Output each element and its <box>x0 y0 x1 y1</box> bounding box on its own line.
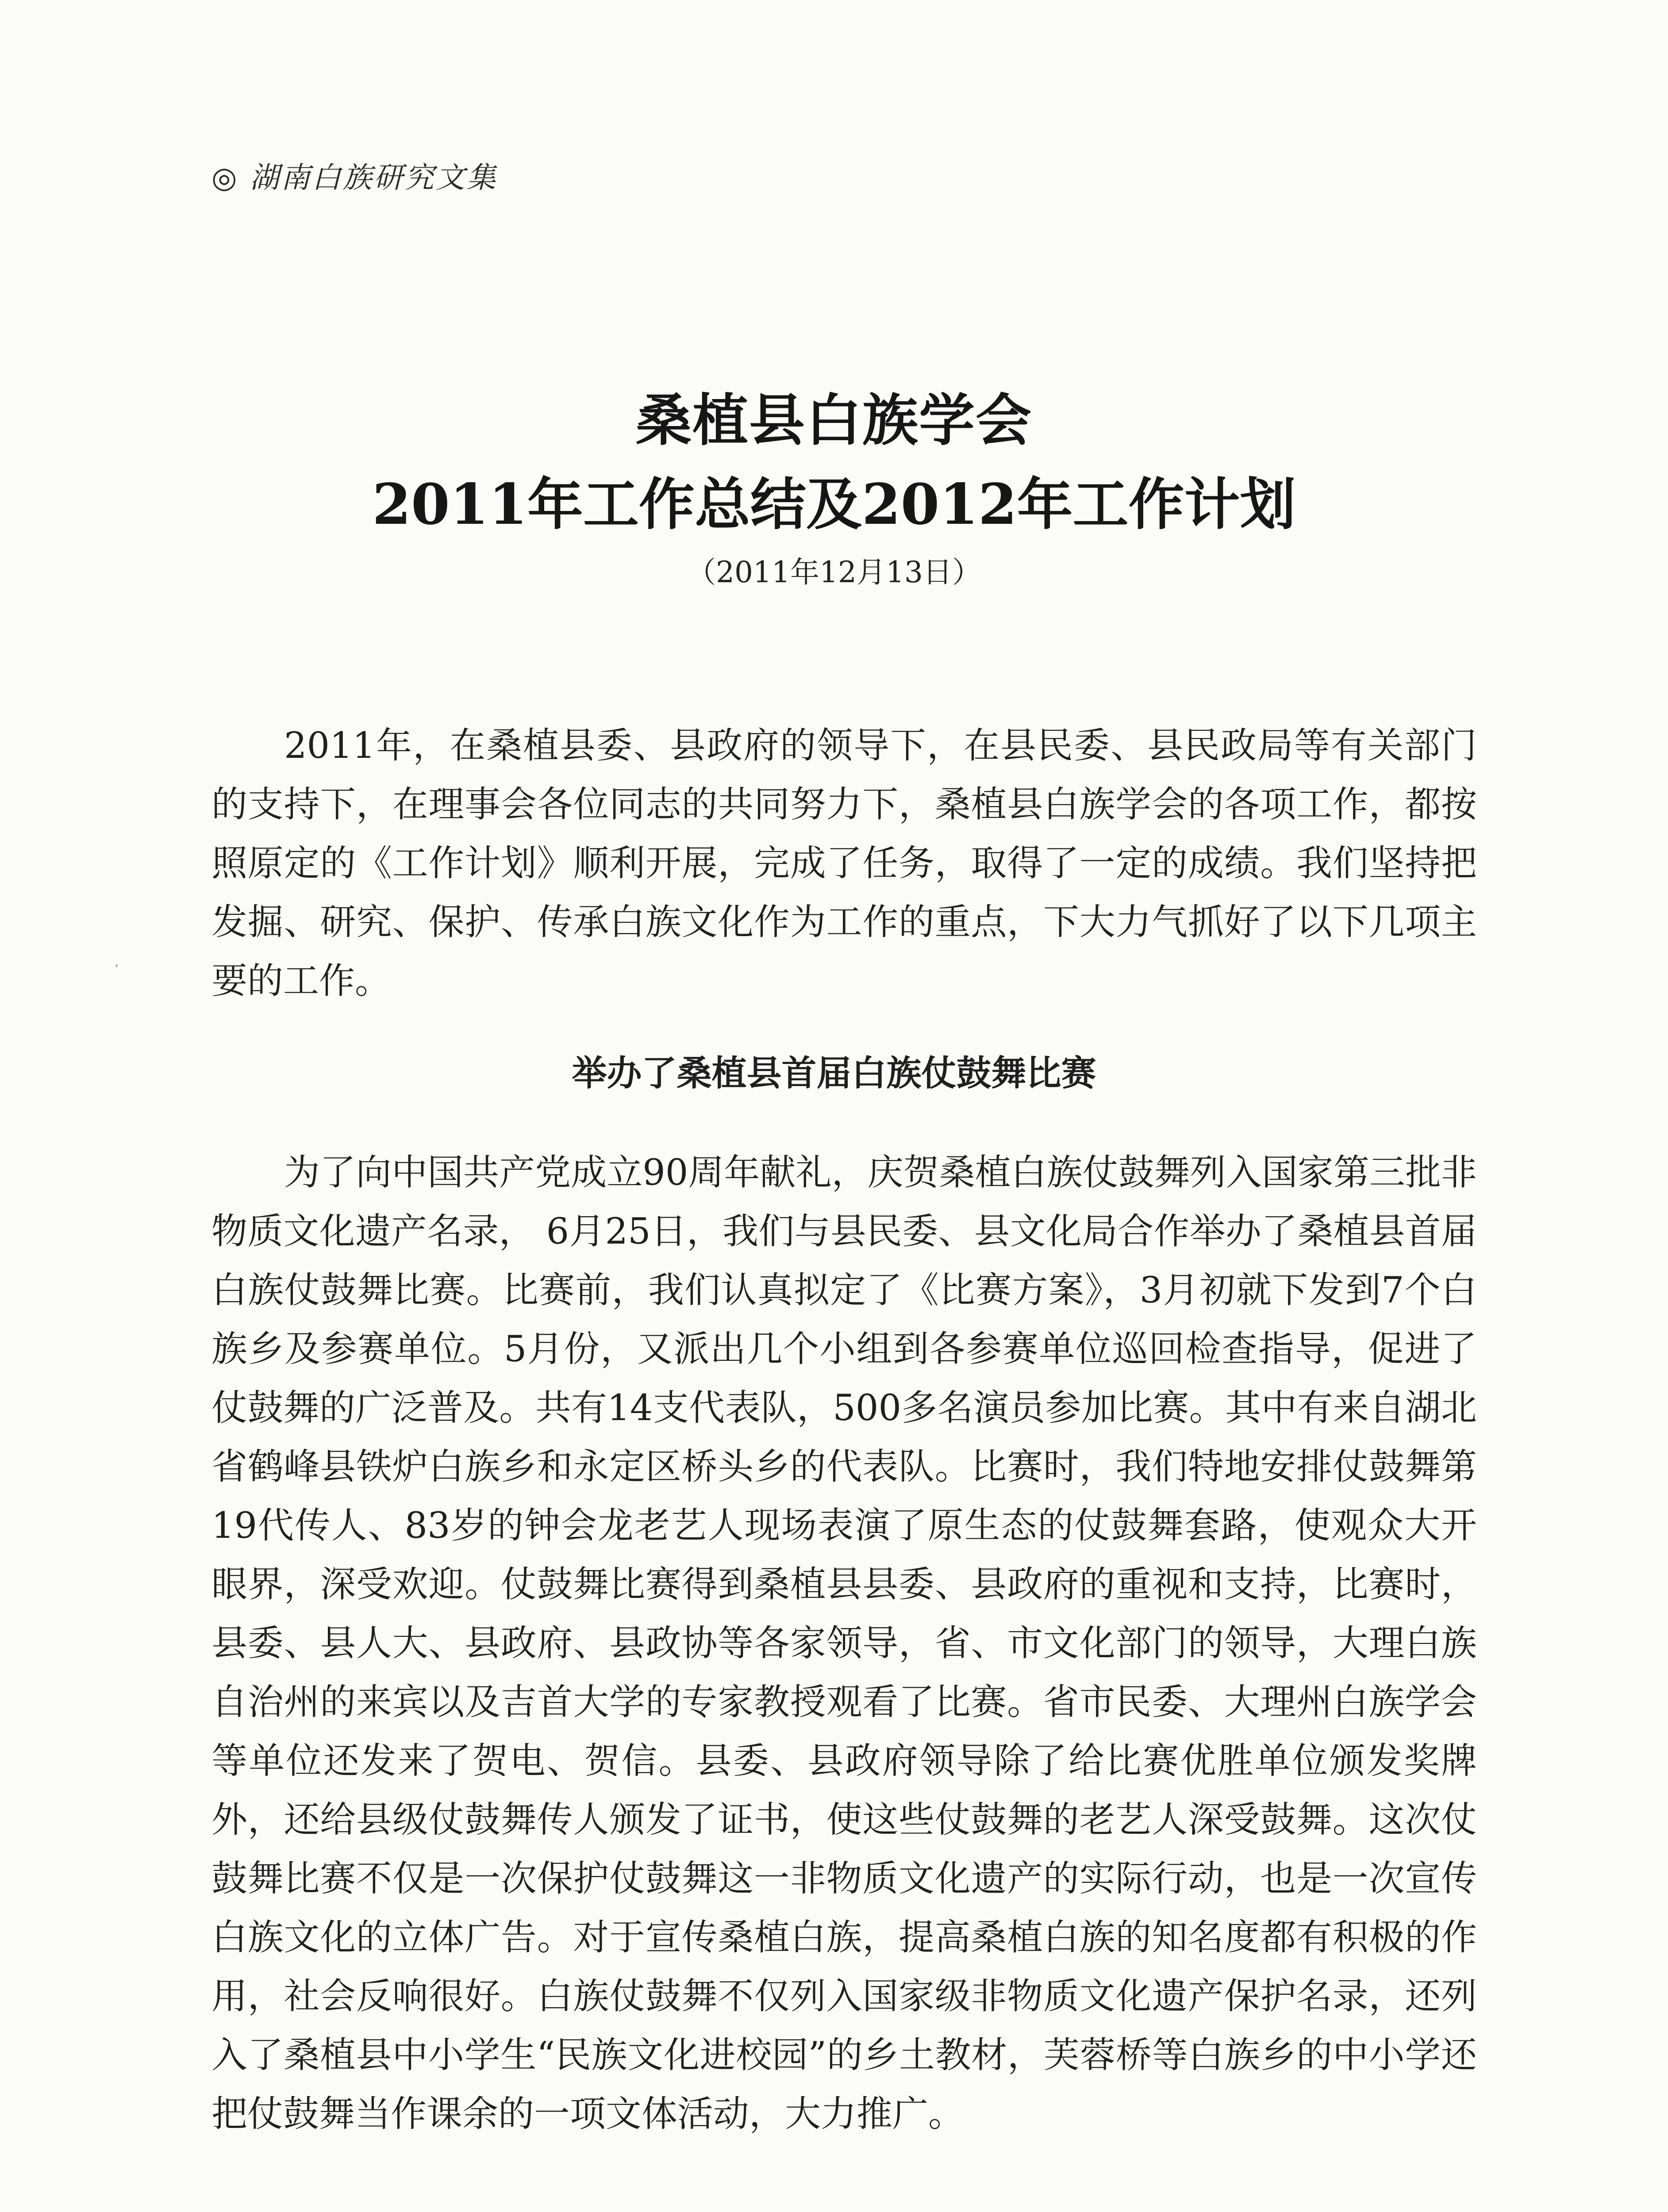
section-paragraph-block <box>211 1144 1477 2144</box>
title-line-2: 2011年工作总结及2012年工作计划 <box>372 472 1296 537</box>
document-date: （2011年12月13日） <box>687 555 981 589</box>
intro-paragraph: 2011年，在桑植县委、县政府的领导下，在县民委、县民政局等有关部门的支持下，在理事会各位同志的共同努力下，桑植县白族学会的各项工作，都按照原定的《工作计划》顺利开展，完成了任务，取得了一定的成绩。我们坚持把发掘、研究、保护、传承白族文化作为工作的重点，下大力气抓好了以下几项主要的工作。 <box>211 725 1477 1002</box>
section-heading: 举办了桑植县首届白族仗鼓舞比赛 <box>572 1053 1096 1094</box>
scan-speck <box>116 964 117 967</box>
running-header: ◎ 湖南白族研究文集 <box>211 161 498 195</box>
section-paragraph: 为了向中国共产党成立90周年献礼，庆贺桑植白族仗鼓舞列入国家第三批非物质文化遗产名录， 6月25日，我们与县民委、县文化局合作举办了桑植县首届白族仗鼓舞比赛。比赛前，我们认真拟定了《比赛方案》，3月初就下发到7个白族乡及参赛单位。5月份，又派出几个小组到各参赛单位巡回检查指导，促进了仗鼓舞的广泛普及。共有14支代表队，500多名演员参加比赛。其中有来自湖北省鹤峰县铁炉白族乡和永定区桥头乡的代表队。比赛时，我们特地安排仗鼓舞第19代传人、83岁的钟会龙老艺人现场表演了原生态的仗鼓舞套路，使观众大开眼界，深受欢迎。仗鼓舞比赛得到桑植县县委、县政府的重视和支持，比赛时，县委、县人大、县政府、县政协等各家领导，省、市文化部门的领导，大理白族自治州的来宾以及吉首大学的专家教授观看了比赛。省市民委、大理州白族学会等单位还发来了贺电、贺信。县委、县政府领导除了给比赛优胜单位颁发奖牌外，还给县级仗鼓舞传人颁发了证书，使这些仗鼓舞的老艺人深受鼓舞。这次仗鼓舞比赛不仅是一次保护仗鼓舞这一非物质文化遗产的实际行动，也是一次宣传白族文化的立体广告。对于宣传桑植白族，提高桑植白族的知名度都有积极的作用，社会反响很好。白族仗鼓舞不仅列入国家级非物质文化遗产保护名录，还列入了桑植县中小学生“民族文化进校园”的乡土教材，芙蓉桥等白族乡的中小学还把仗鼓舞当作课余的一项文体活动，大力推广。 <box>211 1152 1477 2135</box>
intro-paragraph-block <box>211 717 1477 1011</box>
title-line-1: 桑植县白族学会 <box>636 388 1032 453</box>
